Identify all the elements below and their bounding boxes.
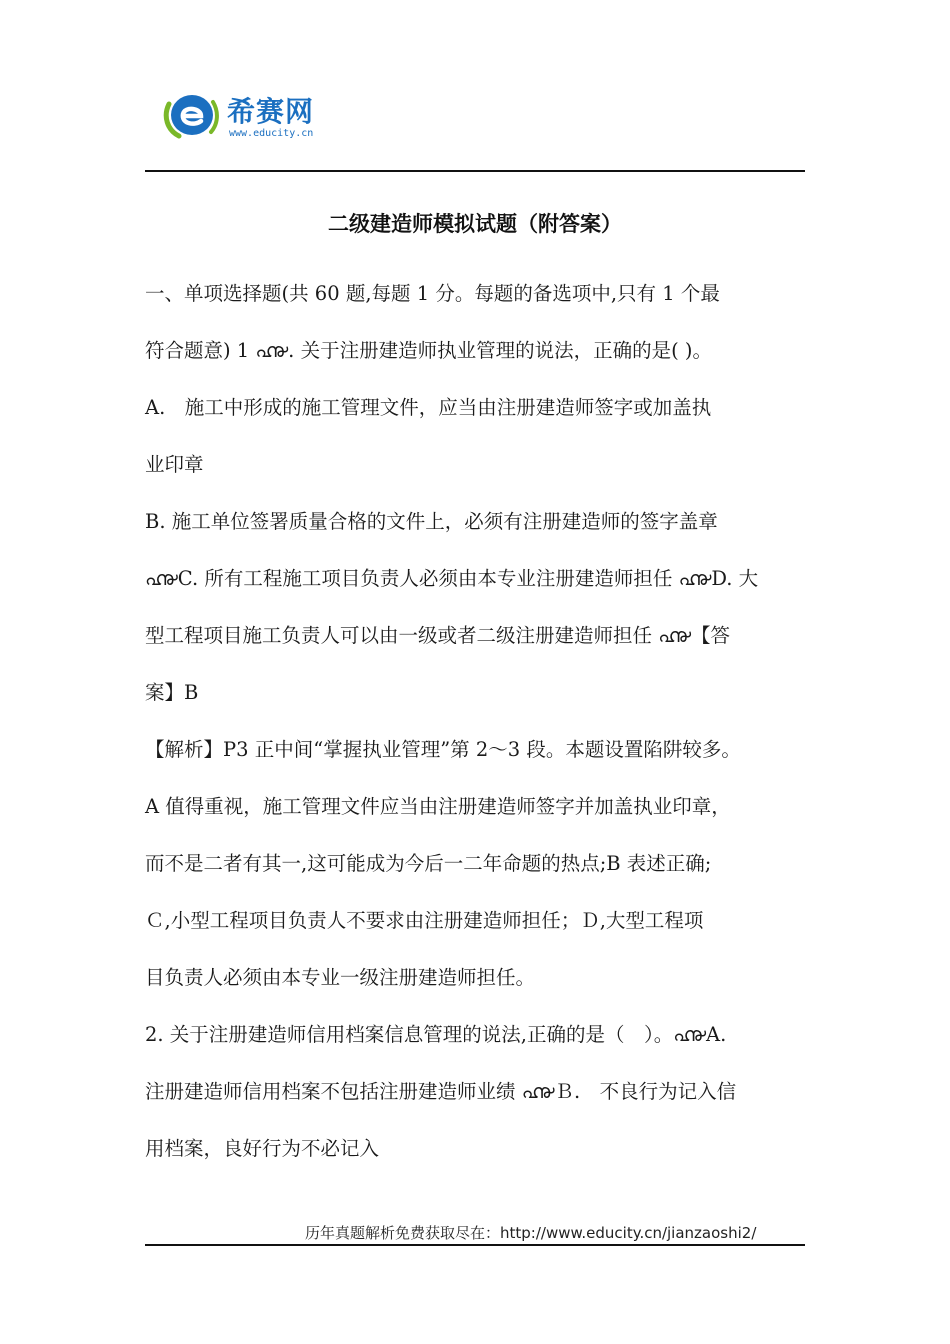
footer-divider xyxy=(145,1244,805,1246)
text-line: 符合题意) 1 ൷. 关于注册建造师执业管理的说法，正确的是( )。 xyxy=(145,339,712,362)
text-line: 一、单项选择题(共 60 题,每题 1 分。每题的备选项中,只有 1 个最 xyxy=(145,282,720,305)
logo-url: www.educity.cn xyxy=(229,128,314,139)
text-line: A. 施工中形成的施工管理文件，应当由注册建造师签字或加盖执 xyxy=(145,396,712,419)
text-line: 注册建造师信用档案不包括注册建造师业绩 ൷Ｂ. 不良行为记入信 xyxy=(145,1080,737,1103)
text-line: 2. 关于注册建造师信用档案信息管理的说法,正确的是（ ）。൷A. xyxy=(145,1023,727,1046)
text-line: 案】B xyxy=(145,681,199,704)
text-line: 型工程项目施工负责人可以由一级或者二级注册建造师担任 ൷【答 xyxy=(145,624,730,647)
text-line: B. 施工单位签署质量合格的文件上，必须有注册建造师的签字盖章 xyxy=(145,510,718,533)
text-line: A 值得重视，施工管理文件应当由注册建造师签字并加盖执业印章， xyxy=(145,795,731,818)
document-title: 二级建造师模拟试题（附答案） xyxy=(328,212,622,236)
text-line: 业印章 xyxy=(145,453,204,476)
header-divider xyxy=(145,170,805,172)
text-line: 用档案，良好行为不必记入 xyxy=(145,1137,380,1160)
text-line: ൷C. 所有工程施工项目负责人必须由本专业注册建造师担任 ൷D. 大 xyxy=(145,567,759,590)
text-line: 而不是二者有其一,这可能成为今后一二年命题的热点;B 表述正确; xyxy=(145,852,712,875)
text-line: 目负责人必须由本专业一级注册建造师担任。 xyxy=(145,966,536,989)
text-line: 【解析】P3 正中间“掌握执业管理”第 2～3 段。本题设置陷阱较多。 xyxy=(145,738,741,761)
educity-e-logo-icon xyxy=(163,90,219,140)
logo-name: 希赛网 xyxy=(227,95,315,128)
text-line: Ｃ,小型工程项目负责人不要求由注册建造师担任；Ｄ,大型工程项 xyxy=(145,909,704,932)
site-logo[interactable] xyxy=(163,90,363,150)
footer-link[interactable]: 历年真题解析免费获取尽在：http://www.educity.cn/jianzaoshi2/ xyxy=(305,1224,757,1242)
